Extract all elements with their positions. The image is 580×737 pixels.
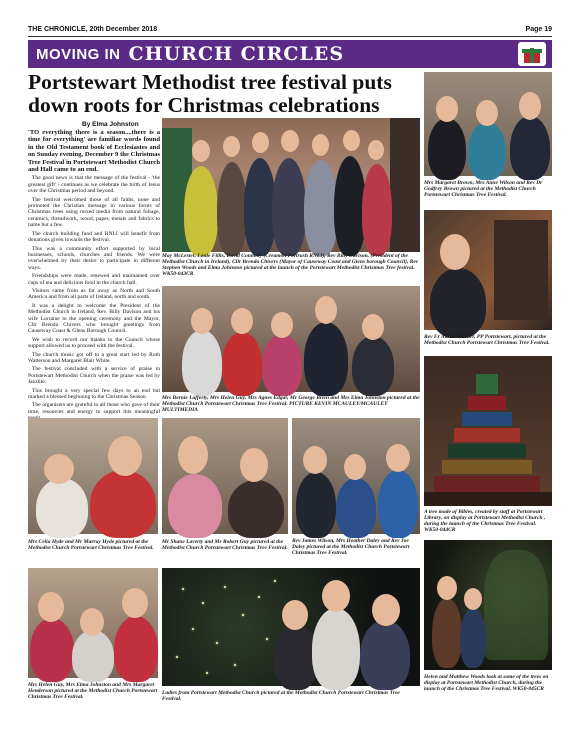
photo-wilson-daley: [292, 418, 420, 534]
article-headline: Portstewart Methodist tree festival puts down roots for Christmas celebrations: [28, 70, 392, 117]
article-paragraph: This was a community effort supported by local businesses, schools, churches and friends. We were overwhelmed by their desire to participate in different ways.: [28, 245, 160, 271]
photo-ladies: [162, 568, 420, 686]
caption-wilson-daley: Rev James Wilson, Mrs Heather Daley and Rev Joe Daley pictured at the Methodist Church Portstewart Christmas Tree Festival.: [292, 538, 410, 556]
article-paragraph: The good news is that the message of the festival - 'the greatest gift' - continues as we celebrate the birth of Jesus over the Christmas period and beyond.: [28, 175, 160, 195]
photo-woods: [424, 540, 552, 670]
photo-hyde: [28, 418, 158, 534]
photo-bibles-tree: [424, 356, 552, 506]
article-paragraph: The festival welcomed those of all faiths, none and promoted the Christian message in various forms of Christmas trees using mixed media from natural foliage, ceramics, threadwork, wood, paper, metals and fabrics to name but a few.: [28, 196, 160, 229]
section-banner: [28, 40, 552, 68]
caption-laverty-guy: Mr Shane Laverty and Mr Robert Guy pictured at the Methodist Church Portstewart Christmas Tree Festival.: [162, 539, 288, 551]
caption-woods: Helen and Matthew Woods look at some of the trees on display at Portstewart Methodist Church, during the launch of the Christmas Tree Festival. WK50-045CR: [424, 674, 549, 692]
article-byline: By Elma Johnston: [82, 121, 139, 128]
caption-hyde: Mrs Celia Hyde and Mr Murray Hyde pictured at the Methodist Church Portstewart Christmas Tree Festival.: [28, 539, 154, 551]
caption-ladies: Ladies from Portstewart Methodist Church pictured at the Methodist Church Portstewart Christmas Tree Festival.: [162, 690, 400, 702]
page-number: Page 19: [525, 26, 552, 33]
page-header: [28, 24, 552, 38]
photo-group-launch: [162, 118, 420, 252]
photo-laverty-guy: [162, 418, 288, 534]
banner-moving-in: MOVING IN: [36, 45, 121, 63]
article-paragraph: The festival concluded with a service of praise in Portstewart Methodist Church when the praise was led by Jazzlite.: [28, 366, 160, 386]
article-paragraph: Friendships were made, renewed and maintained over cups of tea and delicious food in the church hall.: [28, 273, 160, 286]
article-paragraph: The church building fund and RNLI will benefit from donations given towards the festival.: [28, 230, 160, 244]
article-paragraph: The church music got off to a great start led by Ruth Watterson and Margaret Blair White.: [28, 351, 160, 364]
publication-date: THE CHRONICLE, 20th December 2018: [28, 26, 158, 33]
article-body: [28, 129, 160, 415]
photo-lafferty-group: [162, 286, 420, 392]
header-rule: [28, 36, 552, 37]
caption-brown-wilson: Mrs Margaret Brown, Mrs Anne Wilson and Rev Dr Godfrey Brown pictured at the Methodist Church Portstewart Christmas Tree Festival.: [424, 180, 543, 198]
article-paragraph: Visitors came from as far away as North and South America and from all parts of Ireland, north and south.: [28, 287, 160, 301]
article-paragraph: It was a delight to welcome the President of the Methodist Church in Ireland, Rev. Billy Davison and his wife Lorraine to the opening ceremony and the Mayor, Cllr Brenda Chivers who brought greetings from Causeway Coast & Glens Borough Council.: [28, 302, 160, 335]
banner-church-circles: CHURCH CIRCLES: [128, 43, 345, 65]
caption-guy-johnston: Mrs Helen Guy, Mrs Elma Johnston and Mrs Margaret Henderson pictured at the Methodist Church Portstewart Christmas Tree Festival.: [28, 682, 158, 700]
article-paragraph: The organisers are grateful to all those who gave of their time, resources and energy to support this meaningful: [28, 402, 160, 415]
article-lead: 'TO everything there is a season....there is a time for everything' are familiar words found in the Old Testament book of Ecclesiastes and on Sunday evening, December 9 the Christmas Tree Festival in Portstewart Methodist Church and Hall came to an end.: [28, 129, 160, 174]
caption-group-launch: May McLester, Louie Fillis, David Connolly (Creamon Portrush RNLI), Rev Billy Davison, (President of the Methodist Church in Ireland), Cllr Brenda Chivers (Mayor of Causeway Coast and Glens borough Council), Rev Stephen Woods and Elma Johnston pictured at the launch of the Portstewart Methodist Christmas Tree festival. WK50-043CR: [162, 253, 419, 277]
caption-lafferty-group: Mrs Bernie Lafferty, Mrs Helen Guy, Mrs Agnes Edgar, Mr George Brien and Mrs Elma Johnston pictured at the Methodist Church Portstewart Christmas Tree Festival. PICTURE KEVIN MCAULEY/MCAULEY MULTIMEDIA: [162, 395, 420, 413]
photo-mcgirr: [424, 210, 552, 330]
photo-brown-wilson: [424, 72, 552, 176]
gift-icon: [518, 42, 546, 66]
photo-guy-johnston: [28, 568, 158, 678]
article-paragraph: This brought a very special few days to an end but marked a blessed beginning to the Christmas Season.: [28, 387, 160, 401]
article-paragraph: We wish to record our thanks to the Council whose support allowed us to proceed with the festival.: [28, 336, 160, 350]
caption-bibles-tree: A tree made of Bibles, created by staff at Portstewart Library, on display at Portstewart Methodist Church , during the launch of the Christmas Tree Festival. WK50-044CR: [424, 509, 546, 533]
caption-mcgirr: Rev Fr Austin McGirr, PP Portstewart, pictured at the Methodist Church Portstewart Christmas Tree Festival.: [424, 334, 550, 346]
